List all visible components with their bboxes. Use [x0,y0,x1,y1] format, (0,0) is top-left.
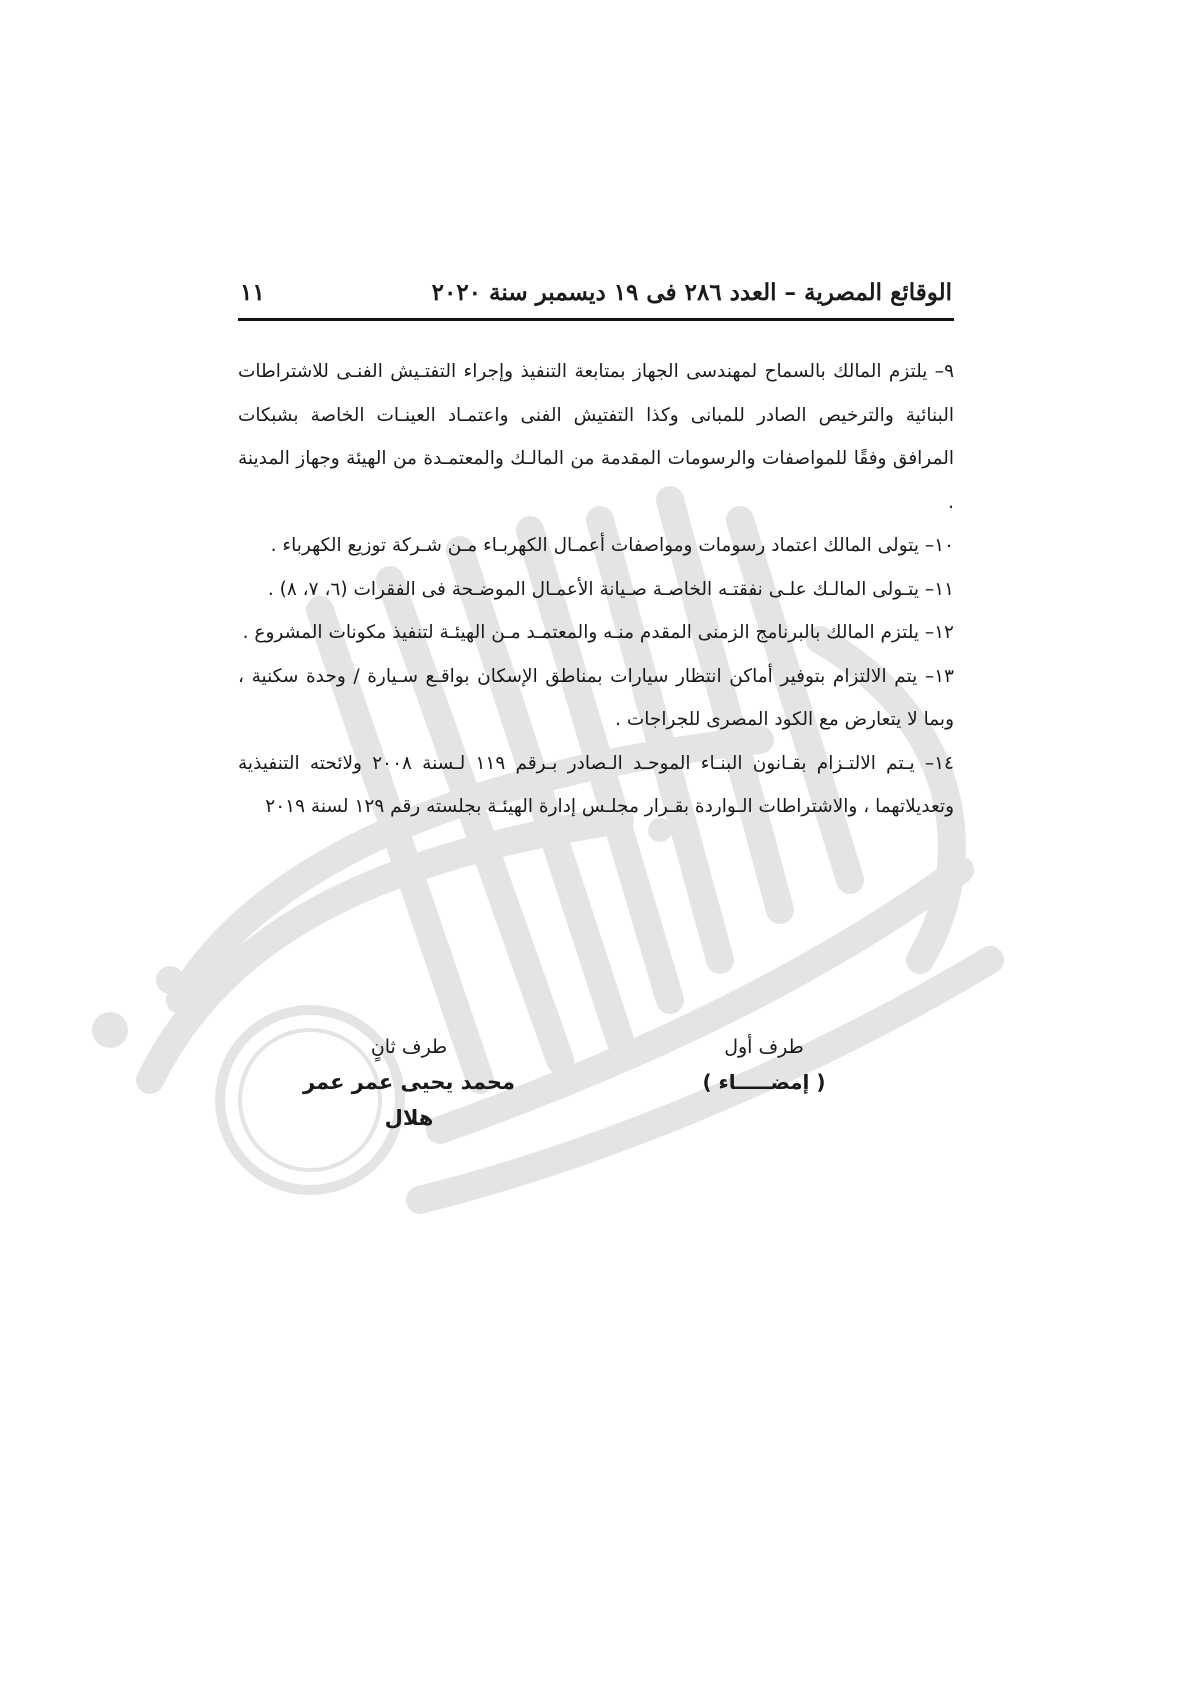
second-party-label: طرف ثانٍ [370,1036,448,1058]
clause-13: ١٣– يتم الالتزام بتوفير أماكن انتظار سيارات بمناطق الإسكان بواقـع سـيارة / وحدة سكنية ، وبما لا يتعارض مع الكود المصرى للجراجات . [238,665,954,730]
clause-12: ١٢– يلتزم المالك بالبرنامج الزمنى المقدم منـه والمعتمـد مـن الهيئـة لتنفيذ مكونات المشروع . [242,622,954,643]
signature-block [238,1030,954,1130]
clause-9: ٩– يلتزم المالك بالسماح لمهندسى الجهاز بمتابعة التنفيذ وإجراء التفتـيش الفنـى للاشتراطات البنائية والترخيص الصادر للمبانى وكذا التفتيش الفنى واعتمـاد العينـات الخاصة بشبكات المرافق وفقًا للمواصفات والرسومات المقدمة من المالـك والمعتمـدة من الهيئة وجهاز المدينة . [238,361,954,513]
document-body [238,350,954,829]
page-header [240,272,952,312]
first-party-label: طرف أول [724,1036,804,1058]
clause-14: ١٤– يـتم الالتـزام بقـانون البنـاء الموحـد الـصادر بـرقم ١١٩ لـسنة ٢٠٠٨ ولائحته التنفيذية وتعديلاتهما ، والاشتراطات الـواردة بقـرار مجلـس إدارة الهيئـة بجلسته رقم ١٢٩ لسنة ٢٠١٩ [238,752,954,817]
first-party-signature: ( إمضـــــاء ) [702,1070,826,1094]
second-party-signature: محمد يحيى عمر عمر هلال [302,1070,516,1130]
header-divider [238,318,954,321]
clause-10: ١٠– يتولى المالك اعتماد رسومات ومواصفات أعمـال الكهربـاء مـن شـركة توزيع الكهرباء . [270,535,954,556]
clause-11: ١١– يتـولى المالـك علـى نفقتـه الخاصـة صـيانة الأعمـال الموضـحة فى الفقرات (٦، ٧، ٨) . [267,578,954,600]
second-party [284,1030,534,1136]
page-number: ١١ [240,278,265,306]
first-party [684,1030,844,1100]
gazette-header-title: الوقائع المصرية – العدد ٢٨٦ فى ١٩ ديسمبر سنة ٢٠٢٠ [431,278,952,306]
